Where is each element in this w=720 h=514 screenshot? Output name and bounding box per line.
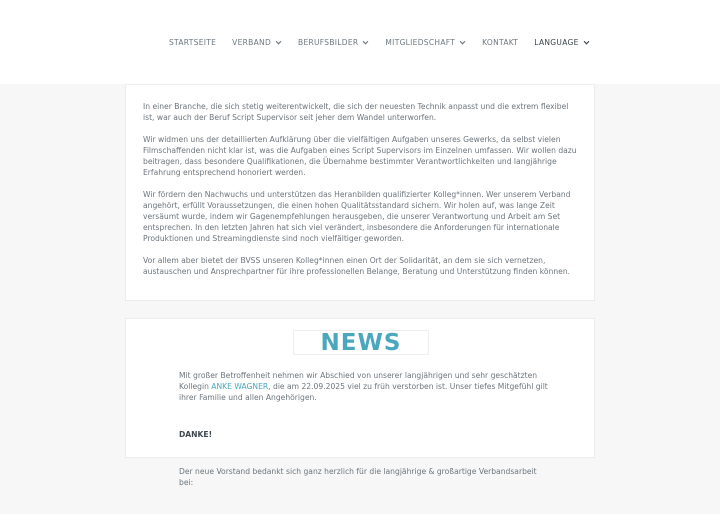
danke-text: Der neue Vorstand bedankt sich ganz herzlich für die langjährige & großartige Verbandsarbeit bei: bbox=[179, 467, 537, 487]
nav-item-kontakt[interactable] bbox=[482, 38, 518, 47]
nav-label-kontakt: KONTAKT bbox=[482, 38, 519, 47]
nav-item-startseite[interactable] bbox=[169, 38, 216, 47]
nav-label-berufsbilder: BERUFSBILDER bbox=[298, 38, 359, 47]
intro-paragraph: In einer Branche, die sich stetig weiterentwickelt, die sich der neuesten Technik anpasst und die extrem flexibel ist, war auch der Beruf Script Supervisor seit jeher dem Wandel unterworfen. bbox=[143, 102, 569, 122]
news-item-text: , die am 22.09.2025 viel zu früh verstorben ist. Unser tiefes Mitgefühl gilt ihrer Familie und allen Angehörigen. bbox=[179, 382, 548, 402]
danke-heading: DANKE! bbox=[179, 430, 213, 439]
nav-item-verband[interactable] bbox=[232, 38, 282, 47]
nav-label-mitgliedschaft: MITGLIEDSCHAFT bbox=[385, 38, 456, 47]
intro-card bbox=[125, 84, 595, 301]
news-card bbox=[125, 318, 595, 487]
intro-paragraph: Wir widmen uns der detaillierten Aufklärung über die vielfältigen Aufgaben unseres Gewerks, da selbst vielen Filmschaffenden nicht klar ist, was die Aufgaben eines Script Supervisors im Einzelnen umfassen. Wir wollen dazu beitragen, dass besondere Qualifikationen, die Übernahme bestimmter Verantwortlichkeiten und langjährige Erfahrung entsprechend honoriert werden. bbox=[143, 135, 577, 177]
news-body bbox=[179, 370, 549, 514]
news-item bbox=[179, 370, 549, 403]
nav-item-mitgliedschaft[interactable] bbox=[385, 38, 466, 47]
nav-item-language[interactable] bbox=[534, 38, 589, 47]
nav-label-startseite: STARTSEITE bbox=[169, 38, 217, 47]
chevron-down-icon bbox=[275, 39, 282, 46]
intro-paragraph: Wir fördern den Nachwuchs und unterstützen das Heranbilden qualifizierter Kolleg*innen. Wer unserem Verband angehört, erfüllt Voraussetzungen, die einen hohen Qualitätsstandard sichern. Wir holen auf, was lange Zeit versäumt wurde, indem wir Gagenempfehlungen herausgeben, die unserer Verantwortung und Arbeit am Set entsprechen. In den letzten Jahren hat sich viel verändert, insbesondere die Anforderungen für internationale Produktionen und Streamingdienste sind noch vielfältiger geworden. bbox=[143, 190, 571, 243]
nav-label-language: LANGUAGE bbox=[534, 38, 579, 47]
nav-label-verband: VERBAND bbox=[232, 38, 272, 47]
chevron-down-icon bbox=[362, 39, 369, 46]
nav-item-berufsbilder[interactable] bbox=[298, 38, 369, 47]
chevron-down-icon bbox=[459, 39, 466, 46]
news-heading: NEWS bbox=[293, 330, 429, 355]
news-person-link[interactable]: ANKE WAGNER bbox=[211, 382, 269, 391]
news-item-text: Mit großer Betroffenheit nehmen wir Abschied von unserer langjährigen und sehr geschätzten Kollegin bbox=[179, 371, 538, 391]
intro-paragraph: Vor allem aber bietet der BVSS unseren Kolleg*innen einen Ort der Solidarität, an dem sie sich vernetzen, austauschen und Ansprechpartner für ihre professionellen Belange, Beratung und Unterstützung finden können. bbox=[143, 256, 571, 276]
site-header bbox=[0, 0, 720, 84]
chevron-down-icon bbox=[583, 39, 590, 46]
main-nav bbox=[169, 38, 590, 47]
